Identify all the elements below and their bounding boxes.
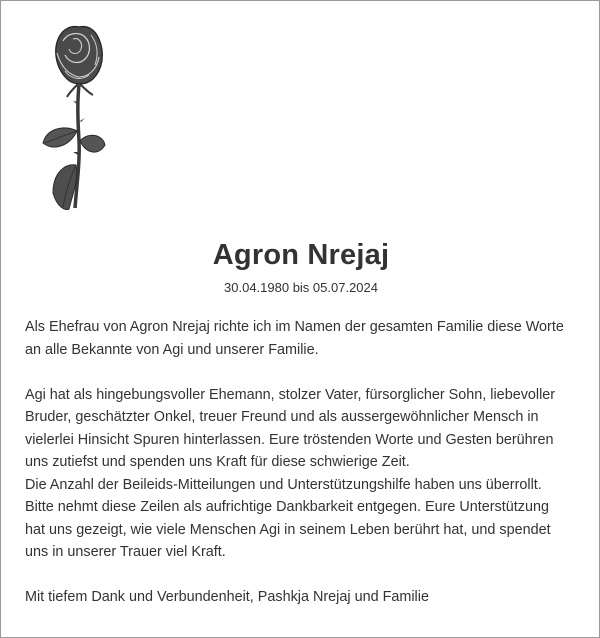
life-dates: 30.04.1980 bis 05.07.2024 [224,280,378,295]
text-line: vielerlei Hinsicht Spuren hinterlassen. Eure tröstenden Worte und Gesten berühren [25,431,554,448]
text-line: hat uns gezeigt, wie viele Menschen Agi in seinem Leben berührt hat, und spendet [25,521,551,538]
text-line: Als Ehefrau von Agron Nrejaj richte ich im Namen der gesamten Familie diese Worte [25,319,564,335]
text-line: uns in unserer Trauer viel Kraft. [25,544,226,560]
deceased-name: Agron Nrejaj [212,239,390,271]
text-line: uns zutiefst und spenden uns Kraft für diese schwierige Zeit. [25,454,410,470]
text-line: an alle Bekannte von Agi und unserer Familie. [25,341,319,358]
text-line: Die Anzahl der Beileids-Mitteilungen und Unterstützungshilfe haben uns überrollt. [25,476,542,493]
rose-icon [39,23,119,213]
text-line: Bitte nehmt diese Zeilen als aufrichtige Dankbarkeit entgegen. Eure Unterstützung [25,499,549,515]
text-line: Bruder, geschätzter Onkel, treuer Freund und als aussergewöhnlicher Mensch in [25,409,539,425]
closing-line: Mit tiefem Dank und Verbundenheit, Pashkja Nrejaj und Familie [25,589,429,605]
obituary-text [25,316,581,609]
text-line: Agi hat als hingebungsvoller Ehemann, stolzer Vater, fürsorglicher Sohn, liebevoller [25,386,556,403]
